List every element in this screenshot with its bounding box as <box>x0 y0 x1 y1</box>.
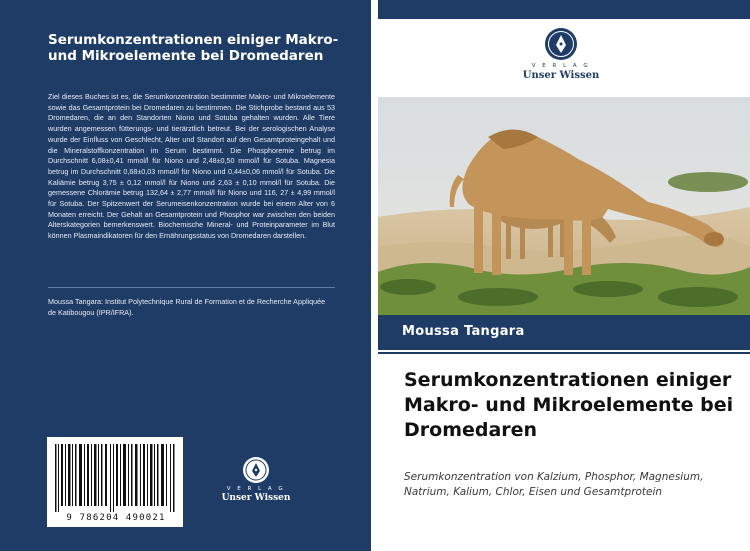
isbn-digits: 9 786204 490021 <box>66 513 166 523</box>
front-author-name: Moussa Tangara <box>402 324 525 339</box>
publisher-verlag-label: V E R L A G <box>226 486 286 492</box>
divider <box>48 287 335 288</box>
front-cover-title: Serumkonzentrationen einiger Makro- und Mikroelemente bei Dromedaren <box>404 369 734 441</box>
back-cover <box>0 0 371 551</box>
pen-nib-icon <box>243 457 269 483</box>
front-publisher-logo <box>518 28 604 81</box>
author-band <box>378 315 750 350</box>
back-cover-title: Serumkonzentrationen einiger Makro- und Mikroelemente bei Dromedaren <box>48 32 339 64</box>
cover-photo-camels <box>378 97 750 315</box>
publisher-name: Unser Wissen <box>221 493 291 503</box>
publisher-name: Unser Wissen <box>522 70 600 81</box>
pen-nib-icon <box>545 28 577 60</box>
publisher-verlag-label: V E R L A G <box>531 63 591 69</box>
front-top-band <box>378 0 750 19</box>
author-bio: Moussa Tangara: Institut Polytechnique Rural de Formation et de Recherche Appliquée de Katibougou (IPR/IFRA). <box>48 297 326 317</box>
barcode-icon <box>53 444 177 512</box>
front-cover-subtitle: Serumkonzentration von Kalzium, Phosphor, Magnesium, Natrium, Kalium, Chlor, Eisen und Gesamtprotein <box>404 471 704 498</box>
back-cover-abstract: Ziel dieses Buches ist es, die Serumkonzentration bestimmter Makro- und Mikroelemente sowie das Gesamtprotein bei Dromedaren zu bestimmen. Die Stichprobe bestand aus 53 Dromedaren, die an den Standorten Niono und Sotuba gehalten wurden. Alle Tiere wurden angemessen fütterungs- und tierärztlich betreut. Bei der serologischen Analyse wurde der Einfluss von Geschlecht, Alter und Standort auf den Gesamtproteingehalt und die Mineralstoffkonzentration im Serum bestimmt. Die Phosphoremie betrug im Durchschnitt 6,08±0,41 mmol/l für Niono und 2,48±0,50 mmol/l für Sotuba. Magnesia betrug im Durchschnitt 0,68±0,03 mmol/l für Niono und 0,44±0,06 mmol/l für Sotuba. Die Kaliämie betrug 3,75 ± 0,12 mmol/l für Niono und 2,63 ± 0,10 mmol/l für Sotuba. Die gemessene Chlorämie betrug 132,64 ± 2,77 mmol/l für Niono und 116, 27 ± 4,99 mmol/l für Sotuba. Der Spitzenwert der Serumeisenkonzentration wurde bei einem Alter von 6 Monaten erreicht. Der Gehalt an Gesamtprotein und Phosphor war zwischen den beiden Alterskategorien bemerkenswert. Biochemische Mineral- und Proteinparameter im Blut können Plasmaindikatoren für den Ernährungsstatus von Dromedaren darstellen. <box>48 92 335 241</box>
isbn-barcode <box>47 437 183 527</box>
back-publisher-logo <box>216 457 296 503</box>
divider <box>378 352 750 354</box>
